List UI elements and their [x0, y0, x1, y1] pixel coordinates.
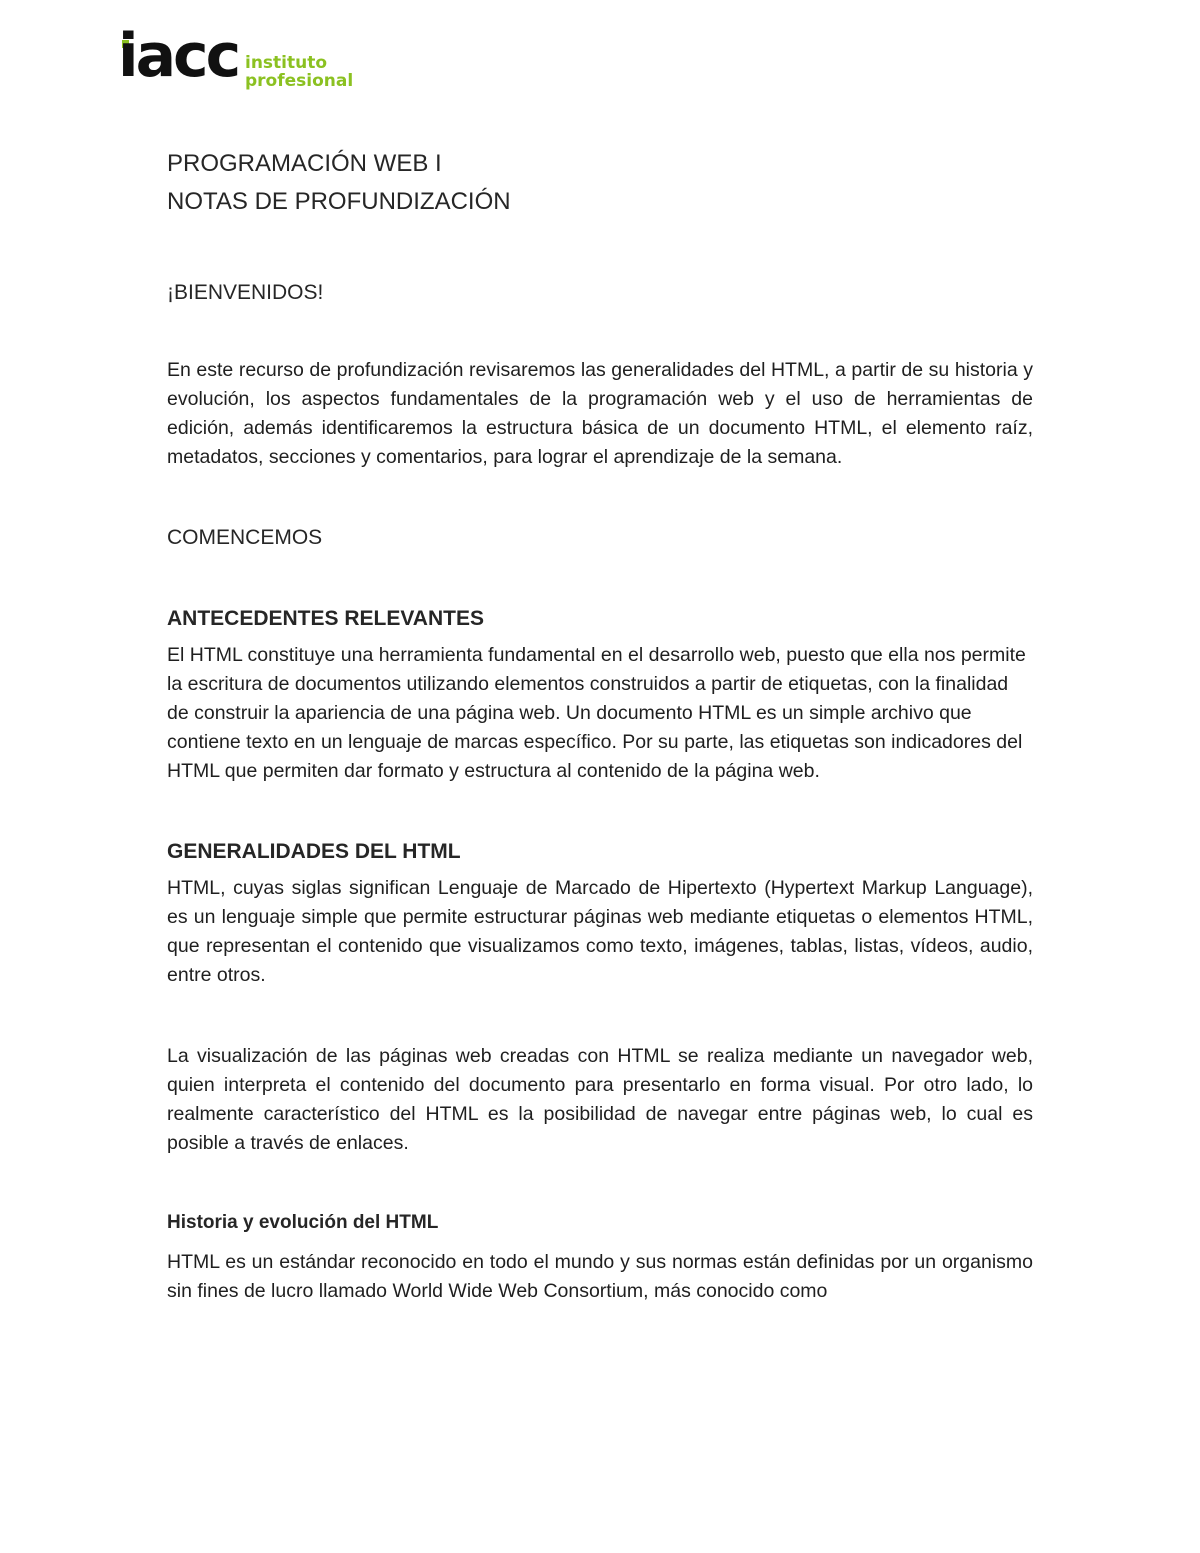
intro-paragraph: En este recurso de profundización revisaremos las generalidades del HTML, a partir de su historia y evolución, los aspectos fundamentales de la programación web y el uso de herramientas de edición, además identificaremos la estructura básica de un documento HTML, el elemento raíz, metadatos, secciones y comentarios, para lograr el aprendizaje de la semana.: [167, 359, 1033, 468]
logo-brand-text: iacc: [118, 21, 239, 91]
document-title-line2: NOTAS DE PROFUNDIZACIÓN: [167, 188, 511, 215]
document-body: [167, 145, 1033, 1306]
welcome-heading: ¡BIENVENIDOS!: [167, 281, 324, 304]
historia-paragraph: HTML es un estándar reconocido en todo el mundo y sus normas están definidas por un organismo sin fines de lucro llamado World Wide Web Consortium, más conocido como: [167, 1251, 1033, 1302]
document-title-line1: PROGRAMACIÓN WEB I: [167, 150, 442, 177]
generalidades-heading: GENERALIDADES DEL HTML: [167, 840, 461, 863]
comencemos-heading: COMENCEMOS: [167, 526, 323, 549]
logo-subtitle-line1: instituto: [245, 53, 328, 73]
logo-subtitle: [245, 54, 353, 90]
generalidades-paragraph-1: HTML, cuyas siglas significan Lenguaje de Marcado de Hipertexto (Hypertext Markup Language), es un lenguaje simple que permite estructurar páginas web mediante etiquetas o elementos HTML, que representan el contenido que visualizamos como texto, imágenes, tablas, listas, vídeos, audio, entre otros.: [167, 877, 1033, 986]
historia-heading: Historia y evolución del HTML: [167, 1212, 439, 1233]
antecedentes-paragraph: El HTML constituye una herramienta fundamental en el desarrollo web, puesto que ella nos permite la escritura de documentos utilizando elementos construidos a partir de etiquetas, con la finalidad de construir la apariencia de una página web. Un documento HTML es un simple archivo que contiene texto en un lenguaje de marcas específico. Por su parte, las etiquetas son indicadores del HTML que permiten dar formato y estructura al contenido de la página web.: [167, 644, 1026, 782]
generalidades-paragraph-2: La visualización de las páginas web creadas con HTML se realiza mediante un navegador web, quien interpreta el contenido del documento para presentarlo en forma visual. Por otro lado, lo realmente característico del HTML es la posibilidad de navegar entre páginas web, lo cual es posible a través de enlaces.: [167, 1045, 1033, 1154]
logo-subtitle-line2: profesional: [245, 71, 354, 91]
antecedentes-heading: ANTECEDENTES RELEVANTES: [167, 607, 484, 630]
iacc-logo: [118, 21, 368, 100]
